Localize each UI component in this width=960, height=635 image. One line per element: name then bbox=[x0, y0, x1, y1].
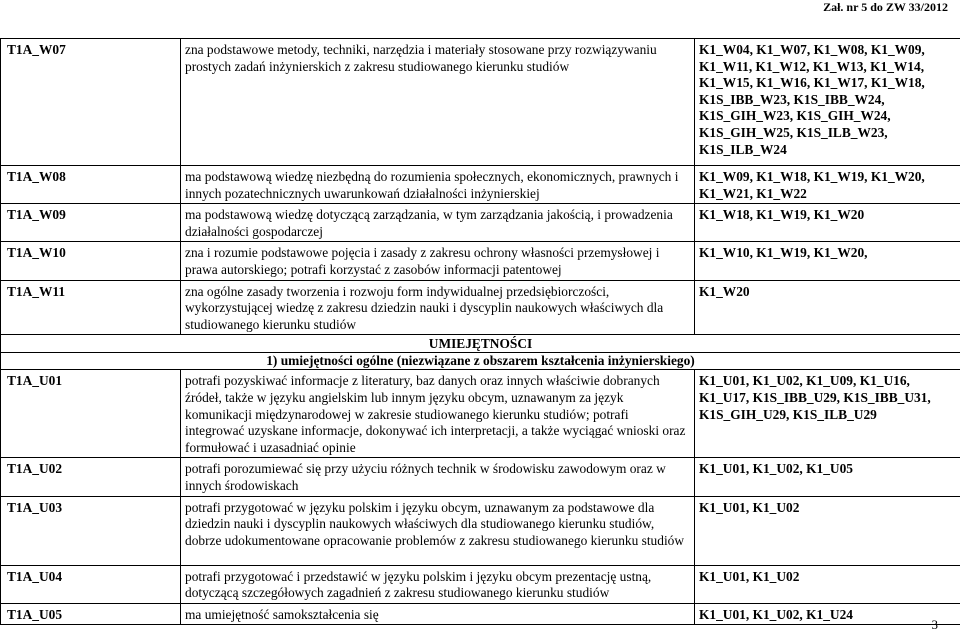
outcome-code: T1A_U02 bbox=[1, 458, 181, 496]
section-subtitle: 1) umiejętności ogólne (niezwiązane z obszarem kształcenia inżynierskiego) bbox=[1, 353, 960, 370]
learning-outcomes-table bbox=[0, 38, 960, 625]
table-row bbox=[1, 565, 960, 603]
table-row bbox=[1, 242, 960, 280]
outcome-description: ma podstawową wiedzę niezbędną do rozumienia społecznych, ekonomicznych, prawnych i innych pozatechnicznych uwarunkowań działalności inżynierskiej bbox=[181, 166, 695, 204]
outcome-references: K1_U01, K1_U02 bbox=[695, 496, 960, 565]
outcome-description: zna i rozumie podstawowe pojęcia i zasady z zakresu ochrony własności przemysłowej i prawa autorskiego; potrafi korzystać z zasobów informacji patentowej bbox=[181, 242, 695, 280]
outcome-description: potrafi przygotować i przedstawić w języku polskim i języku obcym prezentację ustną, dotyczącą szczegółowych zagadnień z zakresu studiowanego kierunku studiów bbox=[181, 565, 695, 603]
table-row bbox=[1, 370, 960, 458]
outcome-description: ma podstawową wiedzę dotyczącą zarządzania, w tym zarządzania jakością, i prowadzenia działalności gospodarczej bbox=[181, 204, 695, 242]
outcome-description: potrafi pozyskiwać informacje z literatury, baz danych oraz innych właściwie dobranych źródeł, także w języku angielskim lub innym języku obcym, uznawanym za język komunikacji międzynarodowej w zakresie studiowanego kierunku studiów; potrafi integrować uzyskane informacje, dokonywać ich interpretacji, a także wyciągać wnioski oraz formułować i uzasadniać opinie bbox=[181, 370, 695, 458]
outcome-code: T1A_U04 bbox=[1, 565, 181, 603]
outcome-code: T1A_W07 bbox=[1, 39, 181, 166]
outcome-references: K1_W10, K1_W19, K1_W20, bbox=[695, 242, 960, 280]
outcome-references: K1_U01, K1_U02, K1_U24 bbox=[695, 603, 960, 625]
section-header-row bbox=[1, 335, 960, 353]
table-row bbox=[1, 280, 960, 335]
outcome-references: K1_W18, K1_W19, K1_W20 bbox=[695, 204, 960, 242]
outcome-code: T1A_W08 bbox=[1, 166, 181, 204]
table-row bbox=[1, 458, 960, 496]
outcome-code: T1A_U01 bbox=[1, 370, 181, 458]
outcome-references: K1_W09, K1_W18, K1_W19, K1_W20, K1_W21, K1_W22 bbox=[695, 166, 960, 204]
outcome-description: zna ogólne zasady tworzenia i rozwoju form indywidualnej przedsiębiorczości, wykorzystującej wiedzę z zakresu dziedzin nauki i dyscyplin naukowych właściwych dla studiowanego kierunku studiów bbox=[181, 280, 695, 335]
page-number: 3 bbox=[931, 617, 938, 632]
table-row bbox=[1, 39, 960, 166]
outcome-code: T1A_W10 bbox=[1, 242, 181, 280]
section-title: UMIEJĘTNOŚCI bbox=[1, 335, 960, 353]
outcome-code: T1A_W11 bbox=[1, 280, 181, 335]
outcome-description: zna podstawowe metody, techniki, narzędzia i materiały stosowane przy rozwiązywaniu prostych zadań inżynierskich z zakresu studiowanego kierunku studiów bbox=[181, 39, 695, 166]
table-row bbox=[1, 603, 960, 625]
outcome-description: potrafi przygotować w języku polskim i języku obcym, uznawanym za podstawowe dla dziedzin nauki i dyscyplin naukowych właściwych dla studiowanego kierunku studiów, dobrze udokumentowane opracowanie problemów z zakresu studiowanego kierunku studiów bbox=[181, 496, 695, 565]
section-subheader-row bbox=[1, 353, 960, 370]
table-row bbox=[1, 496, 960, 565]
outcome-code: T1A_U05 bbox=[1, 603, 181, 625]
outcome-description: potrafi porozumiewać się przy użyciu różnych technik w środowisku zawodowym oraz w innych środowiskach bbox=[181, 458, 695, 496]
outcome-code: T1A_U03 bbox=[1, 496, 181, 565]
outcome-description: ma umiejętność samokształcenia się bbox=[181, 603, 695, 625]
outcome-references: K1_U01, K1_U02 bbox=[695, 565, 960, 603]
outcome-references: K1_W20 bbox=[695, 280, 960, 335]
outcome-references: K1_U01, K1_U02, K1_U09, K1_U16, K1_U17, K1S_IBB_U29, K1S_IBB_U31, K1S_GIH_U29, K1S_ILB_U29 bbox=[695, 370, 960, 458]
table-row bbox=[1, 166, 960, 204]
document-header-note: Zał. nr 5 do ZW 33/2012 bbox=[823, 0, 948, 14]
outcome-references: K1_W04, K1_W07, K1_W08, K1_W09, K1_W11, K1_W12, K1_W13, K1_W14, K1_W15, K1_W16, K1_W17, K1_W18, K1S_IBB_W23, K1S_IBB_W24, K1S_GIH_W23, K1S_GIH_W24, K1S_GIH_W25, K1S_ILB_W23, K1S_ILB_W24 bbox=[695, 39, 960, 166]
outcome-references: K1_U01, K1_U02, K1_U05 bbox=[695, 458, 960, 496]
table-row bbox=[1, 204, 960, 242]
outcome-code: T1A_W09 bbox=[1, 204, 181, 242]
